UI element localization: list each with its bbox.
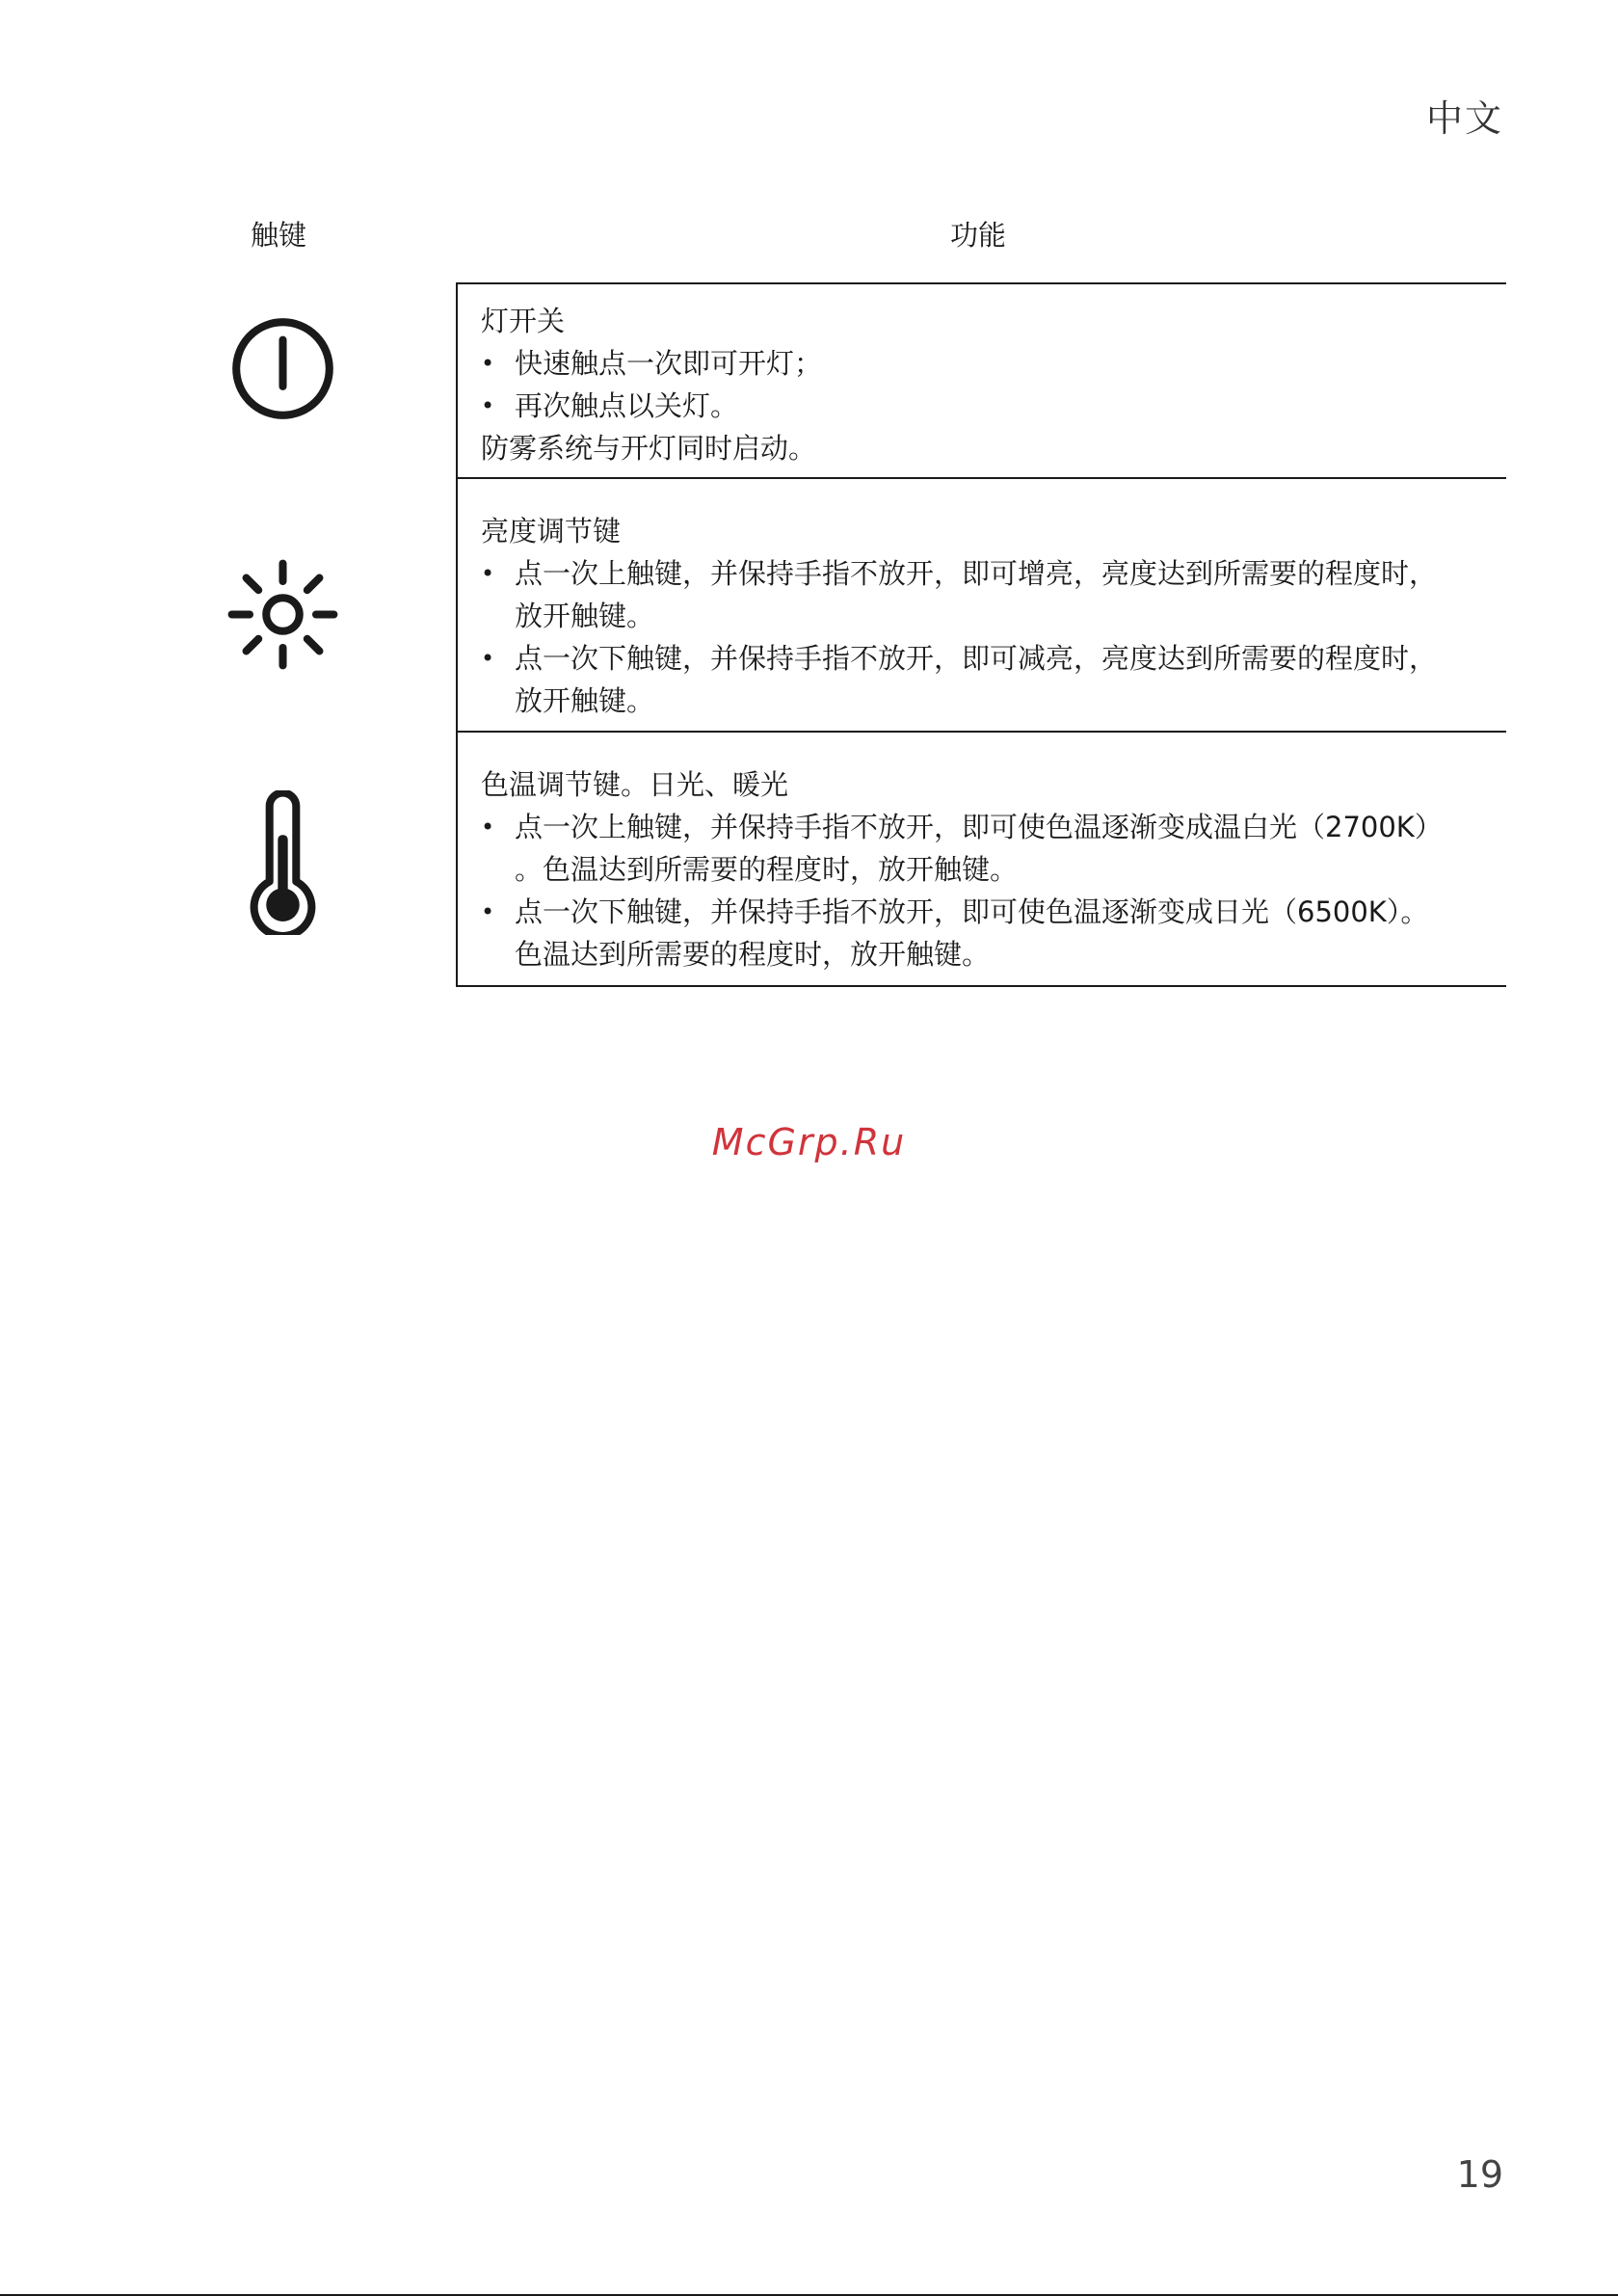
page-number: 19 — [1456, 2153, 1503, 2196]
table-row — [458, 284, 1506, 479]
bullet-item — [481, 385, 1487, 427]
thermometer-icon — [227, 790, 338, 935]
bullet-line: • 再次触点以关灯。 — [515, 389, 739, 422]
watermark: McGrp.Ru — [711, 1121, 907, 1163]
row-title: 灯开关 — [481, 305, 566, 337]
column-header-function: 功能 — [950, 219, 1007, 252]
bullet-item — [481, 342, 1487, 385]
table-row — [458, 479, 1506, 733]
bullet-line: • 点一次下触键，并保持手指不放开，即可使色温逐渐变成日光（6500K）。 — [515, 895, 1429, 928]
language-label: 中文 — [1425, 97, 1503, 140]
row-title: 亮度调节键 — [481, 515, 622, 547]
bullet-item — [481, 552, 1487, 637]
function-table — [456, 282, 1506, 987]
bullet-line: • 点一次上触键，并保持手指不放开，即可使色温逐渐变成温白光（2700K） — [515, 811, 1443, 843]
bullet-line: • 点一次下触键，并保持手指不放开，即可减亮，亮度达到所需要的程度时， — [515, 642, 1438, 675]
bullet-line: 放开触键。 — [515, 600, 655, 632]
row-title: 色温调节键。日光、暖光 — [481, 768, 789, 801]
bullet-line: 放开触键。 — [515, 684, 655, 717]
row-note: 防雾系统与开灯同时启动。 — [481, 432, 817, 465]
table-row — [458, 733, 1506, 987]
bullet-item — [481, 806, 1487, 891]
column-header-keys: 触键 — [251, 219, 307, 252]
sun-icon — [227, 559, 338, 670]
bullet-line: • 点一次上触键，并保持手指不放开，即可增亮，亮度达到所需要的程度时， — [515, 557, 1438, 590]
bullet-line: 。色温达到所需要的程度时，放开触键。 — [515, 853, 1019, 886]
power-icon — [227, 313, 338, 424]
bullet-item — [481, 891, 1487, 975]
bullet-item — [481, 637, 1487, 722]
bullet-line: 色温达到所需要的程度时，放开触键。 — [515, 938, 991, 971]
bullet-line: • 快速触点一次即可开灯； — [515, 347, 823, 380]
